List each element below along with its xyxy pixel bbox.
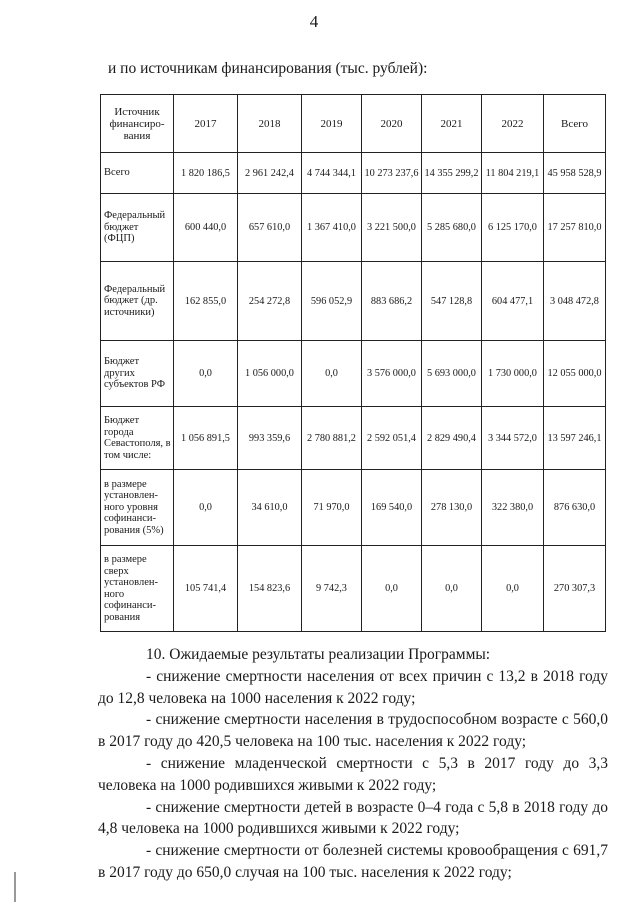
cell-2017: 0,0 — [174, 341, 238, 407]
cell-2021: 5 285 680,0 — [422, 194, 482, 262]
cell-2021: 14 355 299,2 — [422, 153, 482, 194]
table-row — [101, 407, 606, 470]
cell-2019: 0,0 — [302, 341, 362, 407]
cell-2022: 11 804 219,1 — [482, 153, 544, 194]
table-row — [101, 194, 606, 262]
cell-2018: 993 359,6 — [238, 407, 302, 470]
cell-2021: 0,0 — [422, 546, 482, 632]
cell-total: 13 597 246,1 — [544, 407, 606, 470]
header-2018: 2018 — [238, 95, 302, 153]
cell-2017: 600 440,0 — [174, 194, 238, 262]
cell-total: 45 958 528,9 — [544, 153, 606, 194]
financing-table — [100, 94, 606, 632]
cell-2017: 0,0 — [174, 470, 238, 546]
list-item: - снижение смертности населения от всех причин с 13,2 в 2018 году до 12,8 человека на 1000 населения к 2022 году; — [98, 667, 608, 707]
header-2019: 2019 — [302, 95, 362, 153]
cell-2019: 2 780 881,2 — [302, 407, 362, 470]
section-heading: 10. Ожидаемые результаты реализации Программы: — [146, 646, 491, 663]
cell-2017: 105 741,4 — [174, 546, 238, 632]
cell-2019: 71 970,0 — [302, 470, 362, 546]
row-source: Федеральный бюджет (ФЦП) — [101, 194, 174, 262]
cell-2020: 10 273 237,6 — [362, 153, 422, 194]
row-source: Бюджет города Севастополя, в том числе: — [101, 407, 174, 470]
cell-2021: 2 829 490,4 — [422, 407, 482, 470]
cell-2019: 596 052,9 — [302, 262, 362, 341]
header-2020: 2020 — [362, 95, 422, 153]
cell-2020: 883 686,2 — [362, 262, 422, 341]
expected-results-section — [98, 644, 608, 884]
cell-2018: 34 610,0 — [238, 470, 302, 546]
cell-2020: 3 576 000,0 — [362, 341, 422, 407]
cell-2018: 1 056 000,0 — [238, 341, 302, 407]
cell-2022: 0,0 — [482, 546, 544, 632]
cell-2021: 278 130,0 — [422, 470, 482, 546]
cell-2018: 254 272,8 — [238, 262, 302, 341]
cell-2022: 3 344 572,0 — [482, 407, 544, 470]
list-item: - снижение смертности населения в трудоспособном возрасте с 560,0 в 2017 году до 420,5 человека на 100 тыс. населения к 2022 году; — [98, 711, 608, 751]
cell-2017: 162 855,0 — [174, 262, 238, 341]
list-item: - снижение младенческой смертности с 5,3 в 2017 году до 3,3 человека на 1000 родившихся живыми к 2022 году; — [98, 754, 608, 794]
header-source: Источник финансиро-вания — [101, 95, 174, 153]
header-2021: 2021 — [422, 95, 482, 153]
cell-2021: 5 693 000,0 — [422, 341, 482, 407]
table-row — [101, 470, 606, 546]
row-source: в размере установлен-ного уровня софинанси-рования (5%) — [101, 470, 174, 546]
row-source: в размере сверх установлен-ного софинанси-рования — [101, 546, 174, 632]
cell-2018: 657 610,0 — [238, 194, 302, 262]
cell-2020: 3 221 500,0 — [362, 194, 422, 262]
list-item: - снижение смертности детей в возрасте 0–4 года с 5,8 в 2018 году до 4,8 человека на 1000 родившихся живыми к 2022 году; — [98, 798, 608, 838]
cell-2020: 169 540,0 — [362, 470, 422, 546]
table-row — [101, 262, 606, 341]
row-source: Всего — [101, 153, 174, 194]
intro-text: и по источникам финансирования (тыс. рублей): — [108, 60, 428, 77]
cell-2022: 6 125 170,0 — [482, 194, 544, 262]
margin-mark — [14, 872, 16, 902]
cell-total: 876 630,0 — [544, 470, 606, 546]
cell-total: 3 048 472,8 — [544, 262, 606, 341]
row-source: Федеральный бюджет (др. источники) — [101, 262, 174, 341]
cell-2022: 322 380,0 — [482, 470, 544, 546]
cell-2020: 0,0 — [362, 546, 422, 632]
cell-2019: 9 742,3 — [302, 546, 362, 632]
cell-total: 270 307,3 — [544, 546, 606, 632]
cell-2017: 1 056 891,5 — [174, 407, 238, 470]
table-row — [101, 153, 606, 194]
cell-total: 17 257 810,0 — [544, 194, 606, 262]
row-source: Бюджет других субъектов РФ — [101, 341, 174, 407]
table-header-row — [101, 95, 606, 153]
header-2017: 2017 — [174, 95, 238, 153]
cell-2019: 4 744 344,1 — [302, 153, 362, 194]
cell-2018: 2 961 242,4 — [238, 153, 302, 194]
list-item: - снижение смертности от болезней системы кровообращения с 691,7 в 2017 году до 650,0 случая на 100 тыс. населения к 2022 году; — [98, 842, 608, 881]
page-number: 4 — [309, 12, 319, 31]
cell-2021: 547 128,8 — [422, 262, 482, 341]
cell-2020: 2 592 051,4 — [362, 407, 422, 470]
table-row — [101, 341, 606, 407]
cell-2022: 604 477,1 — [482, 262, 544, 341]
header-2022: 2022 — [482, 95, 544, 153]
cell-2022: 1 730 000,0 — [482, 341, 544, 407]
table-row — [101, 546, 606, 632]
cell-2018: 154 823,6 — [238, 546, 302, 632]
cell-2017: 1 820 186,5 — [174, 153, 238, 194]
header-total: Всего — [544, 95, 606, 153]
cell-total: 12 055 000,0 — [544, 341, 606, 407]
cell-2019: 1 367 410,0 — [302, 194, 362, 262]
